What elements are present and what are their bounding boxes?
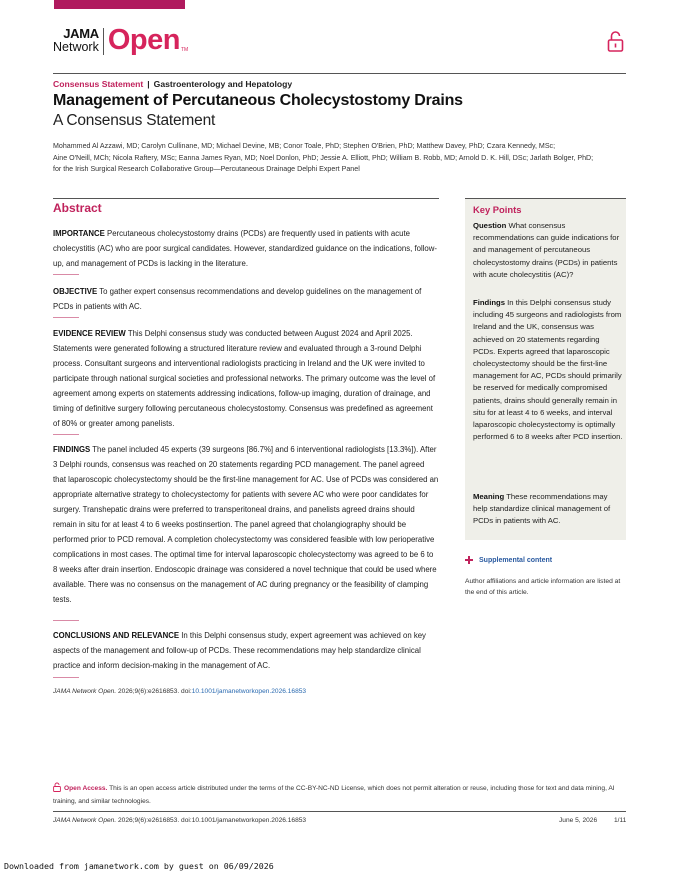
conclusions-label: CONCLUSIONS AND RELEVANCE [53,631,180,640]
importance-text: Percutaneous cholecystostomy drains (PCDs) are frequently used in patients with acute cholecystitis (AC) who are poor surgical candidates. However, standardized guidance on the indications, follow-up, and management of PCDs is lacking in the literature. [53,229,437,268]
abstract-importance [53,226,439,271]
findings-label: FINDINGS [53,445,91,454]
author-line: Aine O'Neill, MCh; Nicola Raftery, MSc; Eanna James Ryan, MD; Noel Donlon, PhD; Jessie A. Elliott, PhD; William B. Robb, MD; Arnold D. K. Hill, DSc; Jarlath Bolger, PhD; [53,153,594,162]
journal-logo[interactable] [53,24,189,57]
author-line: Mohammed Al Azzawi, MD; Carolyn Cullinane, MD; Michael Devine, MB; Conor Toale, PhD; Stephen O'Brien, PhD; Matthew Davey, PhD; Czara Kennedy, MSc; [53,142,556,150]
key-points-meaning [473,491,623,528]
citation-ref: 2026;9(6):e2616853. doi: [118,688,192,695]
open-access-text: This is an open access article distributed under the terms of the CC-BY-NC-ND License, which does not permit alteration or reuse, including those for text and data mining, AI training, and similar technologies. [53,785,615,805]
kp-findings-text: In this Delphi consensus study including 45 surgeons and radiologists from Ireland and the UK, consensus was achieved on 20 statements regarding PCDs. Experts agreed that laparoscopic cholecystectomy should be the first-line management for AC, PCDs should primarily be reserved for medically compromised patients, drains should generally remain in situ for at least 4 to 6 weeks, and interval laparoscopic cholecystectomy is optimally performed 6 to 8 weeks after PCD insertion. [473,298,623,442]
footer-journal: JAMA Network Open. [53,817,117,824]
footer-rule [53,811,626,812]
objective-text: To gather expert consensus recommendations and develop guidelines on the management of PCDs in patients with AC. [53,287,422,311]
top-accent-bar [54,0,185,9]
header-rule [53,73,626,74]
section-divider [53,677,79,678]
abstract-rule [53,198,439,199]
section-divider [53,434,79,435]
affiliations-note: Author affiliations and article information are listed at the end of this article. [465,578,621,596]
citation-journal: JAMA Network Open. [53,688,117,695]
findings-text: The panel included 45 experts (39 surgeons [86.7%] and 6 interventional radiologists [13.3%]). After 3 Delphi rounds, consensus was reached on 20 statements regarding PCD management. The panel agreed that laparoscopic cholecystectomy should be the first-line management for AC. Use of PCDs was considered an appropriate alternative strategy to cholecystectomy for patients with severe AC who were poor candidates for surgery. Transhepatic drains were preferred to transperitoneal drains, and panelists agreed drains should remain in situ for at least 4 to 6 weeks postinsertion. The panel agreed that cholangiography should be performed prior to PCD removal. A completion cholecystectomy was considered feasible with low perioperative complications in most cases. The optimal time for interval laparoscopic cholecystectomy was agreed to be 6 to 8 weeks after drain insertion. Endoscopic drainage was considered a novel technique that could be used where available. There was no consensus on the management of AC during pregnancy or the feasibility of clamping tests. [53,445,439,604]
plus-icon [465,556,473,564]
article-type[interactable]: Consensus Statement [53,79,144,89]
abstract-findings [53,442,439,607]
evidence-label: EVIDENCE REVIEW [53,329,126,338]
article-subject[interactable]: Gastroenterology and Hepatology [153,79,293,89]
conclusions-text: In this Delphi consensus study, expert agreement was achieved on key aspects of the management and follow-up of PCDs. These recommendations may help standardize clinical practice and inform decision-making in the management of AC. [53,631,426,670]
logo-trademark: TM [180,47,189,53]
category-separator: | [147,79,150,89]
supplemental-content-link[interactable] [465,556,552,564]
logo-open-text: Open [107,24,180,56]
open-lock-icon [607,30,624,52]
key-points-findings [473,297,623,443]
footer-citation [53,817,306,824]
author-line: for the Irish Surgical Research Collaborative Group—Percutaneous Drainage Delphi Expert Panel [53,165,360,173]
key-points-heading: Key Points [473,204,522,215]
citation-doi-link[interactable]: 10.1001/jamanetworkopen.2026.16853 [191,688,307,695]
abstract-conclusions [53,628,439,673]
abstract-evidence-review [53,326,439,431]
objective-label: OBJECTIVE [53,287,98,296]
key-points-question [473,220,623,281]
meaning-label: Meaning [473,492,505,501]
section-divider [53,317,79,318]
section-divider [53,620,79,621]
question-text: What consensus recommendations can guide indications for and management of percutaneous cholecystostomy drains (PCDs) in patients with acute cholecystitis (AC)? [473,221,620,279]
logo-network-text: Network [53,40,99,54]
key-points-box [465,198,626,540]
download-watermark: Downloaded from jamanetwork.com by guest on 06/09/2026 [4,861,274,871]
article-subtitle: A Consensus Statement [53,112,216,129]
article-category-line [53,79,292,89]
evidence-text: This Delphi consensus study was conducted between August 2024 and April 2025. Statements were generated following a structured literature review and evaluated through a 3-round Delphi process. Consultant surgeons and interventional radiologists practicing in Ireland and the UK were invited to participate through national surgical societies and professional networks. The primary outcome was the level of agreement among experts on statements addressing indications, follow-up imaging, duration of drainage, and timing of definitive surgery following percutaneous cholecystostomy. Consensus was predefined as agreement of 80% or greater among panelists. [53,329,436,428]
abstract-heading: Abstract [53,201,102,215]
open-access-notice [53,782,628,808]
article-title: Management of Percutaneous Cholecystostomy Drains [53,92,463,109]
importance-label: IMPORTANCE [53,229,105,238]
page-number: 1/11 [614,817,627,824]
footer-date: June 5, 2026 [559,817,598,824]
logo-jama-text: JAMA [63,26,99,41]
meaning-text: These recommendations may help standardize clinical management of PCDs in patients with AC. [473,492,611,526]
abstract-objective [53,284,439,314]
author-list [53,141,633,176]
kp-findings-label: Findings [473,298,506,307]
section-divider [53,274,79,275]
question-label: Question [473,221,507,230]
open-lock-icon [53,782,61,792]
citation-line [53,688,306,695]
logo-separator [103,28,104,55]
supplemental-label: Supplemental content [479,556,553,564]
open-access-title: Open Access. [64,785,108,792]
footer-ref: 2026;9(6):e2616853. doi:10.1001/jamanetworkopen.2026.16853 [118,817,307,824]
